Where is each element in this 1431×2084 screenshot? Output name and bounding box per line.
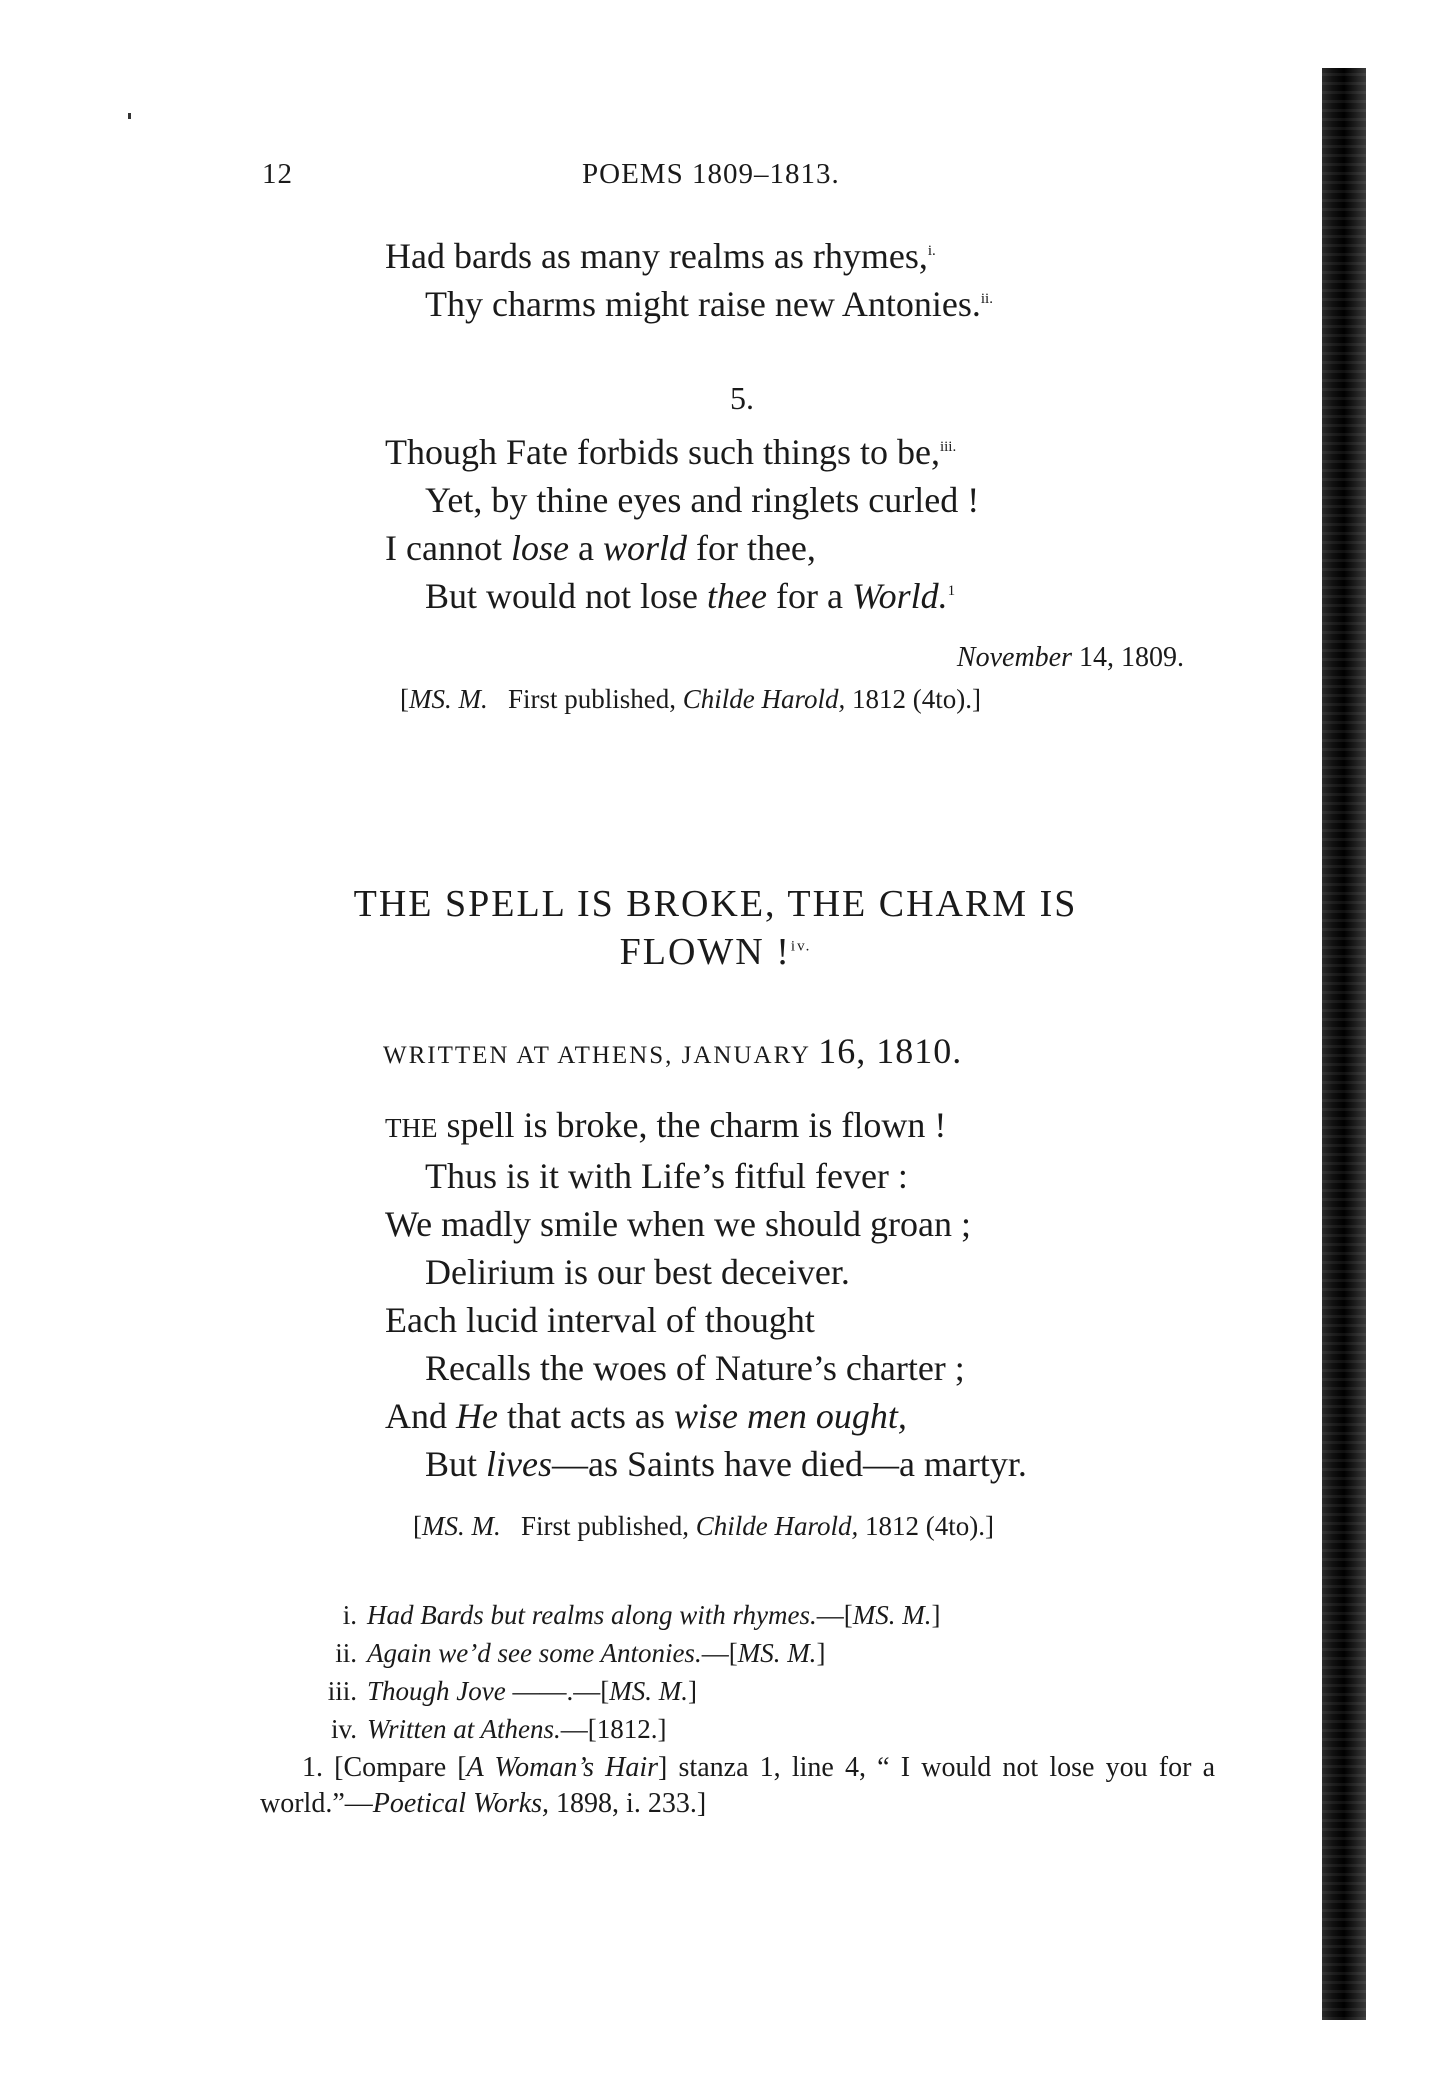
variant-note: iii. Though Jove ——.—[MS. M.] xyxy=(327,1676,697,1706)
verse-line: Yet, by thine eyes and ringlets curled ! xyxy=(425,480,980,520)
verse-line: Had bards as many realms as rhymes,$^{i.}$ xyxy=(385,236,936,276)
drop-small-caps: THE xyxy=(385,1113,438,1143)
poem-subtitle: WRITTEN AT ATHENS, JANUARY 16, 1810. xyxy=(383,1031,963,1071)
verse-line: Though Fate forbids such things to be,$^{iii.}$ xyxy=(385,432,957,472)
variant-note: ii. Again we’d see some Antonies.—[MS. M.] xyxy=(335,1638,826,1668)
footnote: 1. [Compare [A Woman’s Hair] stanza 1, line 4, “ I would not lose you for a world.”—Poetical Works, 1898, i. 233.] xyxy=(260,1752,1215,1819)
variant-ref: iii. xyxy=(939,439,957,455)
book-binding-edge xyxy=(1322,68,1366,2020)
stanza-number: 5. xyxy=(730,380,754,416)
poem-date: November 14, 1809. xyxy=(956,642,1184,673)
verse-line: THE spell is broke, the charm is flown ! xyxy=(385,1105,947,1145)
verse-line: Thy charms might raise new Antonies.$^{ii.}$ xyxy=(425,284,993,324)
verse-line: Recalls the woes of Nature’s charter ; xyxy=(425,1348,965,1388)
variant-ref: ii. xyxy=(980,291,993,307)
verse-line: Thus is it with Life’s fitful fever : xyxy=(425,1156,908,1196)
stanza5 xyxy=(385,428,979,620)
source-note: [MS. M. First published, Childe Harold, 1812 (4to).] xyxy=(400,684,981,714)
scan-speck xyxy=(128,113,131,119)
source-note: [MS. M. First published, Childe Harold, 1812 (4to).] xyxy=(413,1511,994,1541)
verse-line: But would not lose thee for a World.$^1$ xyxy=(425,576,956,616)
verse-line: Delirium is our best deceiver. xyxy=(425,1252,850,1292)
stanza4-ending xyxy=(385,232,993,328)
verse-line: We madly smile when we should groan ; xyxy=(385,1204,971,1244)
poem-body xyxy=(385,1101,1027,1488)
variant-notes xyxy=(287,1596,941,1748)
poem-title: THE SPELL IS BROKE, THE CHARM IS FLOWN !$^{iv.}$ xyxy=(353,883,1078,973)
footnote-ref: 1 xyxy=(947,583,956,599)
variant-note: iv. Written at Athens.—[1812.] xyxy=(331,1714,667,1744)
verse-line: Each lucid interval of thought xyxy=(385,1300,815,1340)
page-number: 12 xyxy=(262,158,293,190)
verse-line: And He that acts as wise men ought, xyxy=(385,1396,907,1436)
running-head: POEMS 1809–1813. xyxy=(582,158,840,190)
verse-line: I cannot lose a world for thee, xyxy=(385,528,816,568)
variant-ref: iv. xyxy=(790,938,812,955)
verse-line: But lives—as Saints have died—a martyr. xyxy=(425,1444,1027,1484)
variant-note: i. Had Bards but realms along with rhymes.—[MS. M.] xyxy=(342,1600,941,1630)
variant-ref: i. xyxy=(927,243,936,259)
